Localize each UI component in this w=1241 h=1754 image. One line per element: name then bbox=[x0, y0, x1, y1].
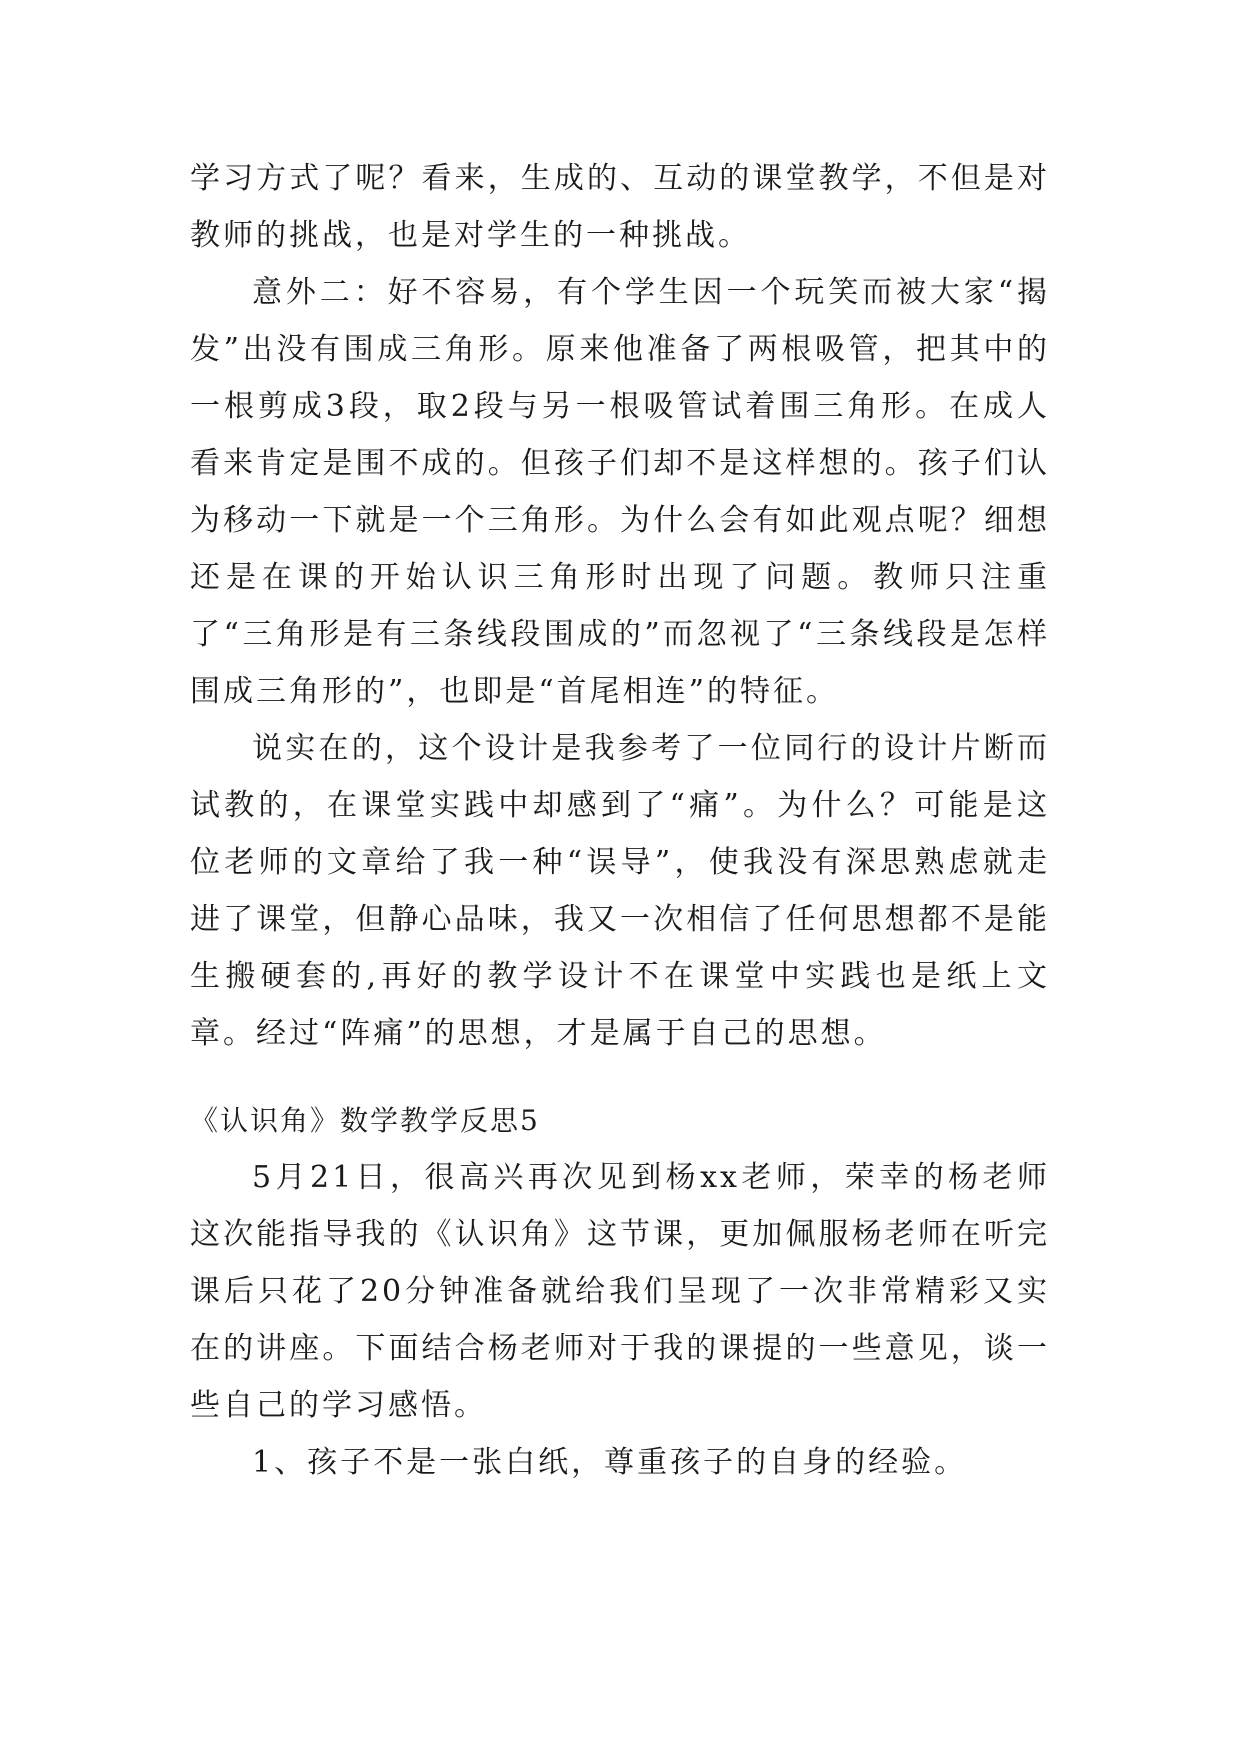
section-gap bbox=[190, 1062, 1050, 1092]
section-title: 《认识角》数学教学反思5 bbox=[190, 1104, 540, 1137]
paragraph-point-one: 1、孩子不是一张白纸，尊重孩子的自身的经验。 bbox=[252, 1445, 968, 1480]
paragraph-may-21: 5月21日，很高兴再次见到杨xx老师，荣幸的杨老师这次能指导我的《认识角》这节课，更加佩服杨老师在听完课后只花了20分钟准备就给我们呈现了一次非常精彩又实在的讲座。下面结合杨老师对于我的课提的一些意见，谈一些自己的学习感悟。 bbox=[190, 1160, 1050, 1423]
paragraph-continuation: 学习方式了呢？看来，生成的、互动的课堂教学，不但是对教师的挑战，也是对学生的一种挑战。 bbox=[190, 161, 1050, 253]
paragraph-reflection: 说实在的，这个设计是我参考了一位同行的设计片断而试教的，在课堂实践中却感到了“痛”。为什么？可能是这位老师的文章给了我一种“误导”，使我没有深思熟虑就走进了课堂，但静心品味，我又一次相信了任何思想都不是能生搬硬套的,再好的教学设计不在课堂中实践也是纸上文章。经过“阵痛”的思想，才是属于自己的思想。 bbox=[190, 731, 1050, 1051]
paragraph-surprise-two: 意外二：好不容易，有个学生因一个玩笑而被大家“揭发”出没有围成三角形。原来他准备了两根吸管，把其中的一根剪成3段，取2段与另一根吸管试着围三角形。在成人看来肯定是围不成的。但孩子们却不是这样想的。孩子们认为移动一下就是一个三角形。为什么会有如此观点呢？细想还是在课的开始认识三角形时出现了问题。教师只注重了“三角形是有三条线段围成的”而忽视了“三条线段是怎样围成三角形的”，也即是“首尾相连”的特征。 bbox=[190, 275, 1050, 709]
document-page bbox=[190, 150, 1050, 1491]
